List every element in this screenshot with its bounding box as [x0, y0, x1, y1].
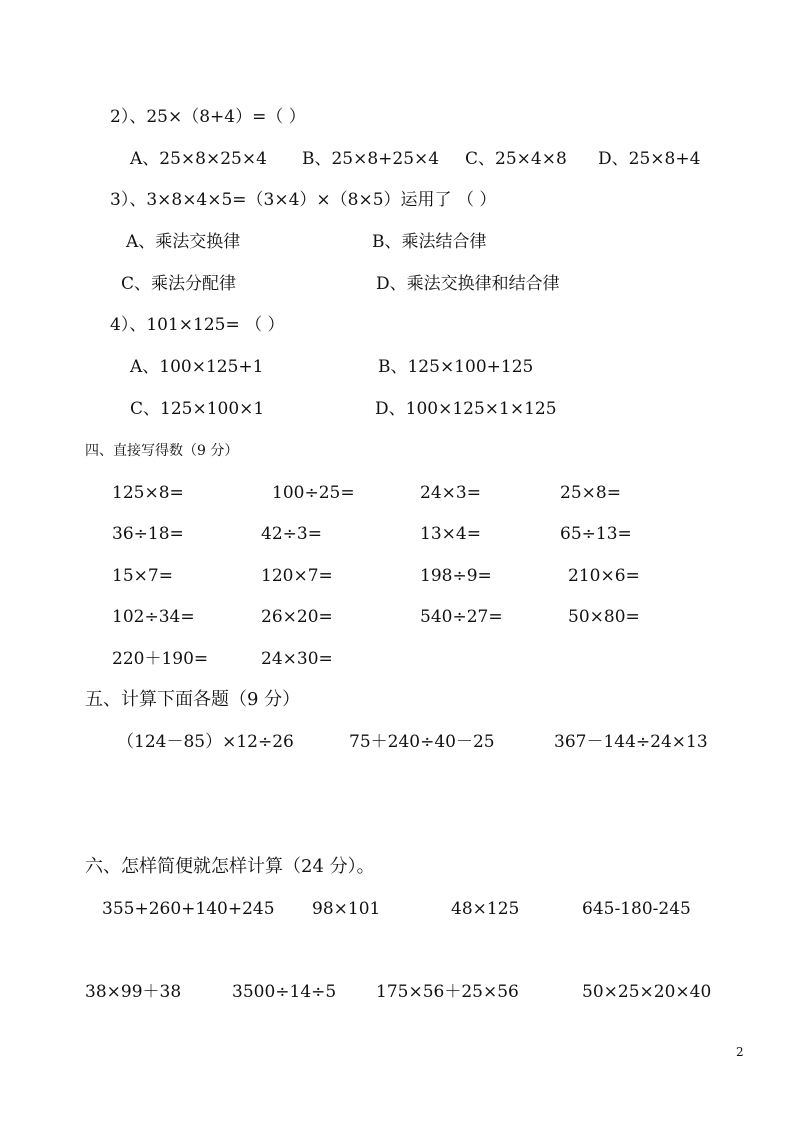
- simplify-item: 48×125: [451, 899, 520, 919]
- calculation-item: 75＋240÷40－25: [349, 732, 495, 752]
- simplify-item: 645-180-245: [582, 899, 691, 919]
- mental-math-item: 26×20=: [261, 607, 333, 627]
- question-3-stem: 3）、3×8×4×5=（3×4）×（8×5）运用了 （ ）: [110, 190, 497, 210]
- mental-math-item: 36÷18=: [112, 524, 184, 544]
- mental-math-item: 125×8=: [112, 483, 184, 503]
- mental-math-item: 220＋190=: [112, 649, 209, 669]
- mental-math-item: 102÷34=: [112, 607, 195, 627]
- question-4-option-d: D、100×125×1×125: [375, 399, 557, 419]
- question-2-option-a: A、25×8×25×4: [130, 149, 267, 169]
- mental-math-item: 100÷25=: [272, 483, 355, 503]
- section-6-title: 六、怎样简便就怎样计算（24 分）。: [85, 856, 375, 877]
- mental-math-item: 24×30=: [261, 649, 333, 669]
- question-4-stem: 4）、101×125= （ ）: [110, 315, 285, 335]
- mental-math-item: 540÷27=: [420, 607, 503, 627]
- mental-math-item: 25×8=: [560, 483, 621, 503]
- section-5-title: 五、计算下面各题（9 分）: [85, 689, 301, 710]
- question-4-option-b: B、125×100+125: [378, 357, 534, 377]
- calculation-item: 367－144÷24×13: [554, 732, 708, 752]
- simplify-item: 3500÷14÷5: [232, 982, 337, 1002]
- mental-math-item: 198÷9=: [420, 566, 492, 586]
- question-3-option-a: A、乘法交换律: [126, 232, 241, 252]
- calculation-item: （124－85）×12÷26: [117, 732, 294, 752]
- simplify-item: 98×101: [312, 899, 381, 919]
- mental-math-item: 13×4=: [420, 524, 481, 544]
- mental-math-item: 24×3=: [420, 483, 481, 503]
- section-4-title: 四、直接写得数（9 分）: [85, 443, 239, 459]
- mental-math-item: 210×6=: [568, 566, 640, 586]
- mental-math-item: 120×7=: [261, 566, 333, 586]
- mental-math-item: 15×7=: [112, 566, 173, 586]
- question-3-option-d: D、乘法交换律和结合律: [376, 274, 560, 294]
- question-3-option-c: C、乘法分配律: [121, 274, 237, 294]
- simplify-item: 355+260+140+245: [102, 899, 275, 919]
- simplify-item: 50×25×20×40: [582, 982, 712, 1002]
- question-3-option-b: B、乘法结合律: [372, 232, 487, 252]
- question-4-option-a: A、100×125+1: [130, 357, 264, 377]
- mental-math-item: 65÷13=: [560, 524, 632, 544]
- question-4-option-c: C、125×100×1: [130, 399, 265, 419]
- mental-math-item: 50×80=: [568, 607, 640, 627]
- page-number: 2: [736, 1045, 744, 1059]
- question-2-stem: 2）、25×（8+4）=（ ）: [110, 107, 306, 127]
- question-2-option-c: C、25×4×8: [465, 149, 567, 169]
- question-2-option-b: B、25×8+25×4: [302, 149, 440, 169]
- simplify-item: 38×99＋38: [85, 982, 182, 1002]
- question-2-option-d: D、25×8+4: [598, 149, 701, 169]
- mental-math-item: 42÷3=: [261, 524, 322, 544]
- simplify-item: 175×56＋25×56: [376, 982, 519, 1002]
